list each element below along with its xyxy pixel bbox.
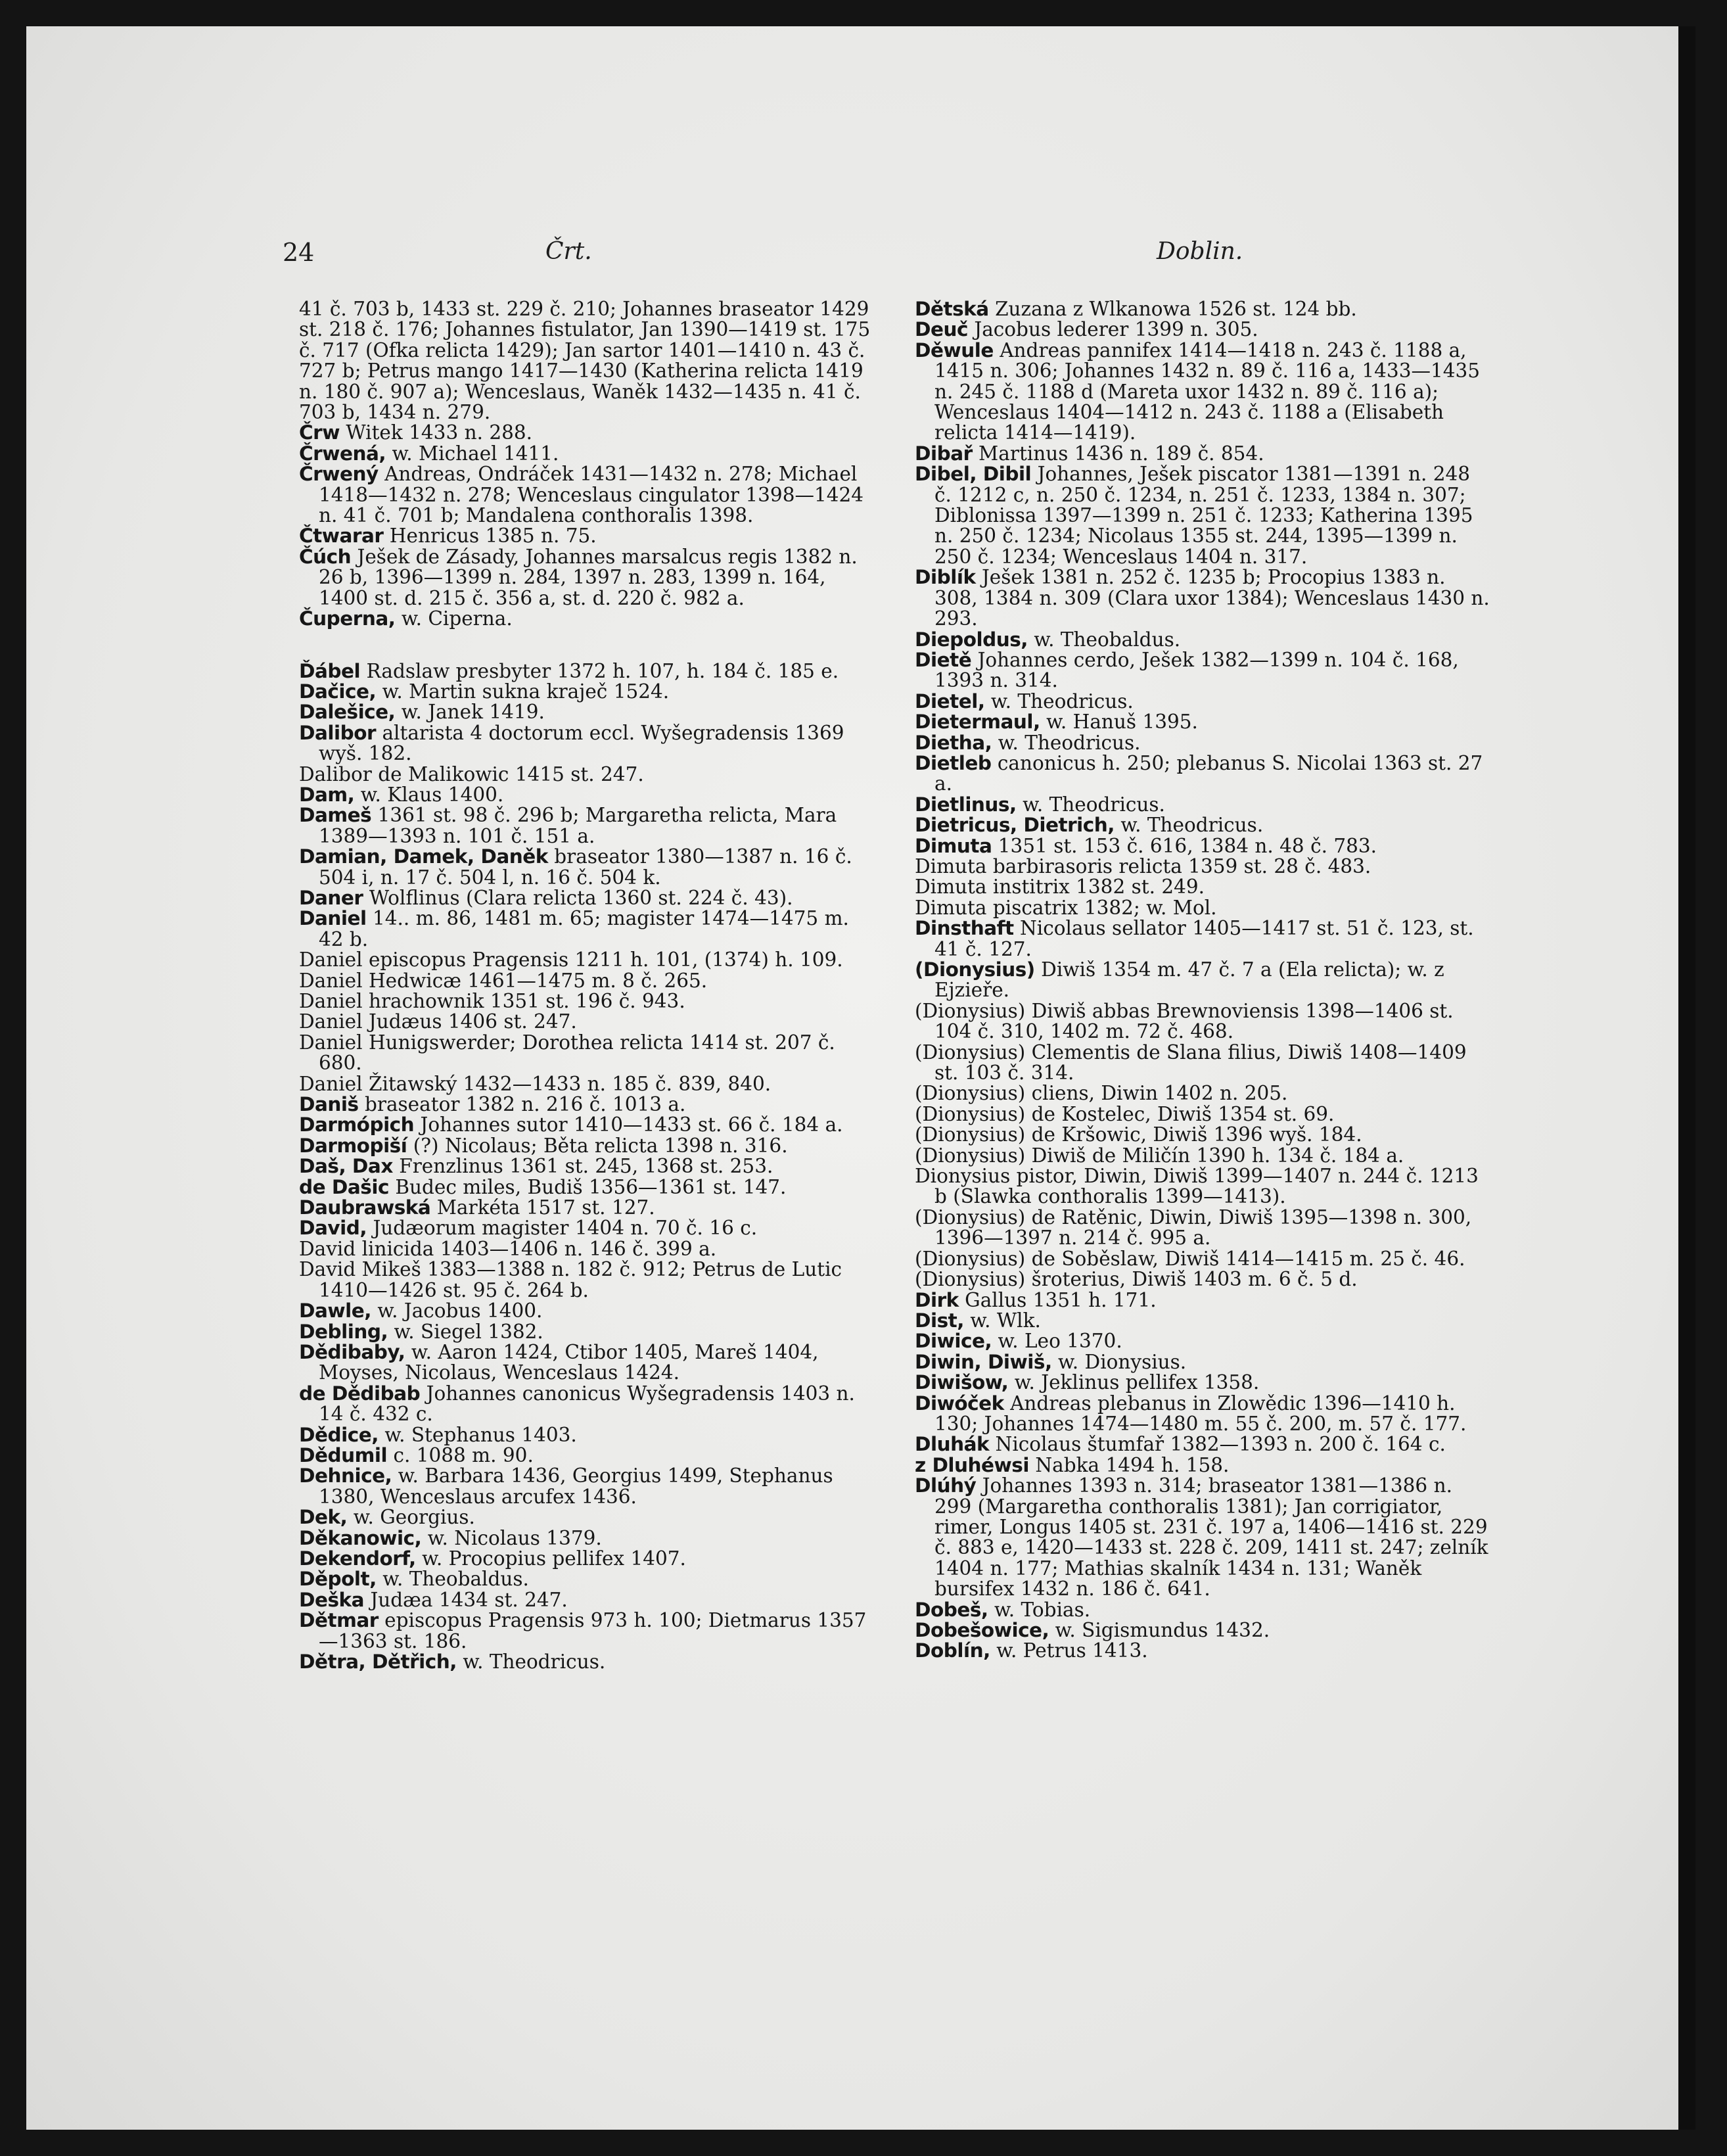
entry-headword: Deuč [915,318,968,341]
entry-text: Budec miles, Budiš 1356—1361 st. 147. [388,1175,787,1198]
index-entry [915,650,1493,691]
index-entry [299,785,877,805]
entry-headword: Děpolt, [299,1568,377,1591]
entry-text: 41 č. 703 b, 1433 st. 229 č. 210; Johannes braseator 1429 st. 218 č. 176; Johannes fistulator, Jan 1390—1419 st. 175 č. 717 (Ofka relicta 1429); Jan sartor 1401—1410 n. 43 č. 727 b; Petrus mango 1417—1430 (Katherina relicta 1419 n. 180 č. 907 a); Wenceslaus, Waněk 1432—1435 n. 41 č. 703 b, 1434 n. 279. [299,298,871,424]
entry-headword: Děkanowic, [299,1526,422,1549]
entry-text: w. Theodricus. [1114,814,1264,837]
entry-text: 1351 st. 153 č. 616, 1384 n. 48 č. 783. [992,834,1377,857]
right-column [915,299,1493,1662]
entry-text: (Dionysius) šroterius, Diwiš 1403 m. 6 č. 5 d. [915,1268,1358,1291]
entry-text: Johannes canonicus Wyšegradensis 1403 n. 14 č. 432 c. [319,1382,855,1426]
entry-text: (Dionysius) de Ratěnic, Diwin, Diwiš 1395—1398 n. 300, 1396—1397 n. 214 č. 995 a. [915,1206,1472,1250]
index-entry [915,1207,1493,1249]
entry-text: Dimuta barbirasoris relicta 1359 st. 28 č. 483. [915,855,1371,878]
scan-edge [1678,26,1695,2130]
entry-text: w. Theodricus. [984,690,1134,713]
index-entry [915,1394,1493,1435]
entry-headword: Dam, [299,783,355,806]
entry-headword: de Dědibab [299,1382,421,1405]
entry-text: 14.. m. 86, 1481 m. 65; magister 1474—1475 m. 42 b. [319,907,849,950]
entry-text: w. Jeklinus pellifex 1358. [1008,1371,1260,1394]
index-entry [915,960,1493,1001]
running-head-catchword: Doblin. [1157,238,1243,265]
entry-headword: Darmopiší [299,1134,407,1157]
left-column [299,299,877,1672]
entry-headword: Dietricus, Dietrich, [915,814,1115,837]
entry-text: w. Jacobus 1400. [371,1300,543,1323]
entry-headword: Dehnice, [299,1465,392,1488]
index-entry [299,1259,877,1301]
entry-text: w. Wlk. [963,1309,1041,1332]
index-entry [915,299,1493,319]
entry-headword: Črwený [299,463,379,486]
entry-headword: Dibel, Dibil [915,463,1032,486]
index-entry [299,661,877,682]
entry-text: w. Theodricus. [992,731,1141,754]
entry-headword: Dirk [915,1288,959,1311]
index-entry [915,733,1493,753]
entry-headword: Debling, [299,1320,388,1343]
page-number: 24 [283,238,315,267]
index-entry [299,1301,877,1321]
entry-headword: Darmópich [299,1113,415,1137]
index-entry [299,1507,877,1528]
entry-headword: Črwená, [299,442,386,465]
entry-text: Andreas, Ondráček 1431—1432 n. 278; Michael 1418—1432 n. 278; Wenceslaus cingulator 1398—1424 n. 41 č. 701 b; Mandalena conthoralis 1398. [319,463,864,527]
entry-headword: Dobeš, [915,1598,988,1621]
entry-text: Nabka 1494 h. 158. [1028,1453,1230,1476]
entry-headword: Deška [299,1588,365,1611]
entry-text: Daniel Hedwicæ 1461—1475 m. 8 č. 265. [299,969,708,992]
index-entry [299,971,877,991]
entry-headword: Diwóček [915,1392,1004,1415]
index-entry [915,1043,1493,1084]
entry-headword: Dek, [299,1506,348,1529]
entry-text: Daniel Hunigswerder; Dorothea relicta 1414 st. 207 č. 680. [299,1031,835,1075]
index-entry [915,630,1493,650]
entry-headword: z Dluhéwsi [915,1453,1029,1476]
entry-headword: Ďábel [299,659,361,682]
entry-text: Dimuta institrix 1382 st. 249. [915,876,1205,899]
entry-text: David Mikeš 1383—1388 n. 182 č. 912; Petrus de Lutic 1410—1426 st. 95 č. 264 b. [299,1258,842,1301]
index-entry [299,1033,877,1074]
running-head-title: Črt. [545,238,592,265]
index-entry [915,1001,1493,1043]
index-entry [299,1322,877,1342]
entry-text: w. Theobaldus. [376,1568,529,1591]
index-entry [915,1146,1493,1166]
index-entry [915,567,1493,629]
entry-headword: Dietlinus, [915,793,1017,816]
index-entry [299,888,877,908]
index-entry [299,702,877,722]
index-entry [299,1115,877,1135]
entry-text: w. Theodricus. [456,1651,606,1673]
entry-text: Judæa 1434 st. 247. [364,1588,568,1611]
entry-headword: Diepoldus, [915,628,1028,651]
index-entry [299,1384,877,1425]
index-entry [299,1425,877,1445]
index-entry [915,918,1493,960]
entry-headword: Čtwarar [299,525,384,548]
index-entry [915,1083,1493,1104]
index-entry [299,1590,877,1610]
entry-text: w. Stephanus 1403. [378,1423,577,1446]
index-entry [915,444,1493,464]
index-entry [299,1218,877,1238]
index-entry [299,547,877,609]
index-entry [915,464,1493,567]
entry-headword: Dist, [915,1309,964,1332]
entry-text: Henricus 1385 n. 75. [383,525,597,548]
entry-text: (Dionysius) de Kostelec, Diwiš 1354 st. 69. [915,1102,1335,1125]
index-entry [915,1455,1493,1476]
entry-headword: David, [299,1217,367,1240]
entry-headword: Dalibor [299,721,377,744]
entry-headword: Diwišow, [915,1371,1009,1394]
entry-text: braseator 1382 n. 216 č. 1013 a. [358,1093,686,1116]
entry-headword: Dibař [915,442,973,465]
entry-text: (Dionysius) Diwiš abbas Brewnoviensis 1398—1406 st. 104 č. 310, 1402 m. 72 č. 468. [915,999,1454,1043]
entry-text: c. 1088 m. 90. [387,1443,534,1466]
entry-text: w. Ciperna. [395,607,513,630]
entry-text: Zuzana z Wlkanowa 1526 st. 124 bb. [988,298,1357,320]
entry-text: (Dionysius) de Soběslaw, Diwiš 1414—1415 m. 25 č. 46. [915,1247,1465,1270]
entry-headword: Daniš [299,1093,359,1116]
index-entry [299,1569,877,1589]
entry-headword: Diwice, [915,1330,992,1353]
index-entry [915,836,1493,856]
entry-text: w. Klaus 1400. [354,783,504,806]
entry-text: Johannes, Ješek piscator 1381—1391 n. 248 č. 1212 c, n. 250 č. 1234, n. 251 č. 1233, 1384 n. 307; Diblonissa 1397—1399 n. 251 č. 1233; Katherina 1395 n. 250 č. 1234; Nicolaus 1355 st. 244, 1395—1399 n. 250 č. 1234; Wenceslaus 1404 n. 317. [934,463,1473,568]
entry-headword: Dameš [299,804,372,827]
entry-text: (Dionysius) de Kršowic, Diwiš 1396 wyš. 184. [915,1123,1362,1146]
entry-text: w. Georgius. [347,1506,475,1529]
entry-text: Dimuta piscatrix 1382; w. Mol. [915,896,1217,919]
entry-text: (Dionysius) Clementis de Slana filius, Diwiš 1408—1409 st. 103 č. 314. [915,1041,1467,1085]
index-entry [299,1156,877,1177]
column-divider [895,299,896,1863]
entry-text: w. Petrus 1413. [990,1639,1148,1662]
entry-headword: Dietermaul, [915,711,1040,734]
entry-text: w. Sigismundus 1432. [1049,1619,1270,1641]
index-entry [915,1104,1493,1125]
index-entry [299,299,877,423]
entry-headword: Dědumil [299,1443,388,1466]
entry-headword: Damian, Damek, Daněk [299,845,548,868]
entry-headword: Dlúhý [915,1474,977,1497]
entry-text: Markéta 1517 st. 127. [430,1196,655,1219]
entry-headword: Dětská [915,298,989,320]
index-entry [915,1331,1493,1351]
entry-headword: Dluhák [915,1433,990,1456]
entry-headword: Daubrawská [299,1196,431,1219]
entry-text: altarista 4 doctorum eccl. Wyšegradensis 1369 wyš. 182. [319,721,844,765]
index-entry [915,340,1493,444]
entry-text: Frenzlinus 1361 st. 245, 1368 st. 253. [392,1155,773,1178]
index-entry [299,1342,877,1384]
index-entry [299,1198,877,1218]
entry-headword: Doblín, [915,1639,990,1662]
entry-headword: Dietě [915,648,972,671]
index-entry [299,1610,877,1652]
entry-text: Jacobus lederer 1399 n. 305. [967,318,1258,341]
index-entry [915,1352,1493,1372]
entry-text: Ješek de Zásady, Johannes marsalcus regis 1382 n. 26 b, 1396—1399 n. 284, 1397 n. 283, 1399 n. 164, 1400 st. d. 215 č. 356 a, st. d. 220 č. 982 a. [319,545,858,609]
entry-text: Dalibor de Malikowic 1415 st. 247. [299,762,644,785]
entry-headword: Čúch [299,545,352,568]
entry-text: w. Martin sukna kraječ 1524. [376,680,670,703]
entry-headword: de Dašic [299,1175,389,1198]
index-entry [915,877,1493,897]
entry-headword: Dimuta [915,834,992,857]
entry-text: canonicus h. 250; plebanus S. Nicolai 1363 st. 27 a. [934,751,1483,795]
entry-text: w. Tobias. [988,1598,1091,1621]
index-entry [299,991,877,1012]
entry-text: w. Aaron 1424, Ctibor 1405, Mareš 1404, Moyses, Nicolaus, Wenceslaus 1424. [319,1340,819,1384]
entry-text: w. Leo 1370. [992,1330,1122,1353]
entry-text: w. Procopius pellifex 1407. [415,1547,686,1570]
index-entry [915,691,1493,712]
entry-headword: Diwin, Diwiš, [915,1350,1052,1373]
entry-text: w. Barbara 1436, Georgius 1499, Stephanus 1380, Wenceslaus arcufex 1436. [319,1465,833,1508]
index-entry [915,1620,1493,1641]
index-entry [299,1466,877,1507]
entry-text: Nicolaus sellator 1405—1417 st. 51 č. 123, st. 41 č. 127. [934,917,1474,960]
entry-headword: Dinsthaft [915,917,1014,940]
entry-text: Daniel Žitawský 1432—1433 n. 185 č. 839, 840. [299,1072,771,1095]
entry-text: Witek 1433 n. 288. [339,421,533,444]
entry-headword: Děwule [915,339,994,362]
index-entry [299,764,877,785]
entry-headword: Dědibaby, [299,1340,405,1363]
entry-text: Gallus 1351 h. 171. [958,1288,1157,1311]
entry-text: Daniel hrachownik 1351 st. 196 č. 943. [299,990,685,1012]
entry-text: Daniel episcopus Pragensis 1211 h. 101, (1374) h. 109. [299,949,843,972]
index-entry [299,1177,877,1198]
index-entry [915,1249,1493,1269]
entry-text: Andreas plebanus in Zlowědic 1396—1410 h. 130; Johannes 1474—1480 m. 55 č. 200, m. 57 č. 177. [934,1392,1467,1435]
entry-text: w. Janek 1419. [395,701,545,724]
index-entry [299,1528,877,1549]
index-entry [915,319,1493,340]
index-entry [299,1239,877,1259]
entry-text: (Dionysius) cliens, Diwin 1402 n. 205. [915,1082,1288,1105]
entry-headword: Dačice, [299,680,377,703]
entry-text: Johannes sutor 1410—1433 st. 66 č. 184 a. [414,1113,843,1137]
index-entry [915,815,1493,835]
index-entry [299,723,877,764]
entry-headword: Dietleb [915,751,992,774]
entry-headword: (Dionysius) [915,958,1035,981]
entry-text: Daniel Judæus 1406 st. 247. [299,1010,577,1033]
index-entry [915,753,1493,795]
index-entry [299,526,877,546]
entry-headword: Dětra, Dětřich, [299,1651,457,1673]
entry-text: w. Nicolaus 1379. [421,1526,602,1549]
entry-text: Dionysius pistor, Diwin, Diwiš 1399—1407 n. 244 č. 1213 b (Slawka conthoralis 1399—1413). [915,1165,1479,1208]
entry-text: w. Theodricus. [1016,793,1165,816]
index-entry [299,1136,877,1156]
entry-headword: Črw [299,421,340,444]
index-entry [299,1549,877,1569]
index-entry [299,908,877,950]
entry-headword: Dědice, [299,1423,379,1446]
entry-text: w. Michael 1411. [386,442,559,465]
entry-headword: Dietha, [915,731,992,754]
entry-text: w. Hanuš 1395. [1040,711,1198,734]
index-entry [915,1641,1493,1661]
index-entry [299,1012,877,1032]
index-entry [299,444,877,464]
entry-text: w. Dionysius. [1051,1350,1187,1373]
entry-text: Nicolaus štumfař 1382—1393 n. 200 č. 164 c. [989,1433,1446,1456]
index-entry [915,856,1493,877]
entry-text: w. Siegel 1382. [388,1320,543,1343]
entry-text: (?) Nicolaus; Běta relicta 1398 n. 316. [407,1134,788,1157]
index-entry [299,950,877,970]
index-entry [915,1476,1493,1599]
index-entry [915,1166,1493,1207]
entry-headword: Dalešice, [299,701,396,724]
entry-headword: Dietel, [915,690,985,713]
entry-headword: Dawle, [299,1300,371,1323]
entry-text: Martinus 1436 n. 189 č. 854. [972,442,1264,465]
entry-headword: Daniel [299,907,367,930]
index-entry [915,1372,1493,1393]
index-entry [915,795,1493,815]
entry-text: (Dionysius) Diwiš de Miličín 1390 h. 134 č. 184 a. [915,1144,1404,1167]
index-entry [915,712,1493,732]
index-entry [299,1652,877,1672]
index-entry [299,847,877,888]
entry-text: w. Theobaldus. [1028,628,1181,651]
entry-headword: Diblík [915,566,976,589]
entry-text: Andreas pannifex 1414—1418 n. 243 č. 1188 a, 1415 n. 306; Johannes 1432 n. 89 č. 116 a, 1433—1435 n. 245 č. 1188 d (Mareta uxor 1432 n. 89 č. 116 a); Wenceslaus 1404—1412 n. 243 č. 1188 a (Elisabeth relicta 1414—1419). [934,339,1481,444]
entry-text: 1361 st. 98 č. 296 b; Margaretha relicta, Mara 1389—1393 n. 101 č. 151 a. [319,804,837,847]
entry-text: Johannes cerdo, Ješek 1382—1399 n. 104 č. 168, 1393 n. 314. [934,648,1459,692]
entry-text: Radslaw presbyter 1372 h. 107, h. 184 č. 185 e. [360,659,839,682]
index-entry [915,1269,1493,1290]
entry-text: Wolflinus (Clara relicta 1360 st. 224 č. 43). [363,886,793,909]
index-entry [299,1074,877,1094]
entry-headword: Čuperna, [299,607,396,630]
index-entry [299,682,877,702]
index-entry [299,1445,877,1466]
index-entry [915,1434,1493,1455]
index-entry [299,423,877,443]
entry-headword: Daš, Dax [299,1155,393,1178]
entry-text: Diwiš 1354 m. 47 č. 7 a (Ela relicta); w. z Ejzieře. [934,958,1444,1002]
index-entry [299,609,877,629]
entry-text: Judæorum magister 1404 n. 70 č. 16 c. [367,1217,758,1240]
index-entry [915,1600,1493,1620]
entry-text: Ješek 1381 n. 252 č. 1235 b; Procopius 1383 n. 308, 1384 n. 309 (Clara uxor 1384); Wenceslaus 1430 n. 293. [934,566,1490,630]
index-entry [915,1311,1493,1331]
index-entry [299,1094,877,1115]
index-entry [915,1125,1493,1145]
entry-headword: Daner [299,886,363,909]
entry-text: braseator 1380—1387 n. 16 č. 504 i, n. 17 č. 504 l, n. 16 č. 504 k. [319,845,852,889]
entry-headword: Dekendorf, [299,1547,416,1570]
entry-text: David linicida 1403—1406 n. 146 č. 399 a. [299,1237,717,1260]
entry-headword: Dětmar [299,1609,379,1632]
index-entry [299,464,877,526]
index-entry [915,898,1493,918]
index-entry [299,805,877,847]
entry-text: episcopus Pragensis 973 h. 100; Dietmarus 1357—1363 st. 186. [319,1609,867,1652]
index-entry [915,1290,1493,1311]
entry-headword: Dobešowice, [915,1619,1049,1641]
entry-text: Johannes 1393 n. 314; braseator 1381—1386 n. 299 (Margaretha conthoralis 1381); Jan corrigiator, rimer, Longus 1405 st. 231 č. 197 a, 1406—1416 st. 229 č. 883 e, 1420—1433 st. 228 č. 209, 1411 st. 247; zelník 1404 n. 177; Mathias skalník 1434 n. 131; Waněk bursifex 1432 n. 186 č. 641. [934,1474,1488,1601]
